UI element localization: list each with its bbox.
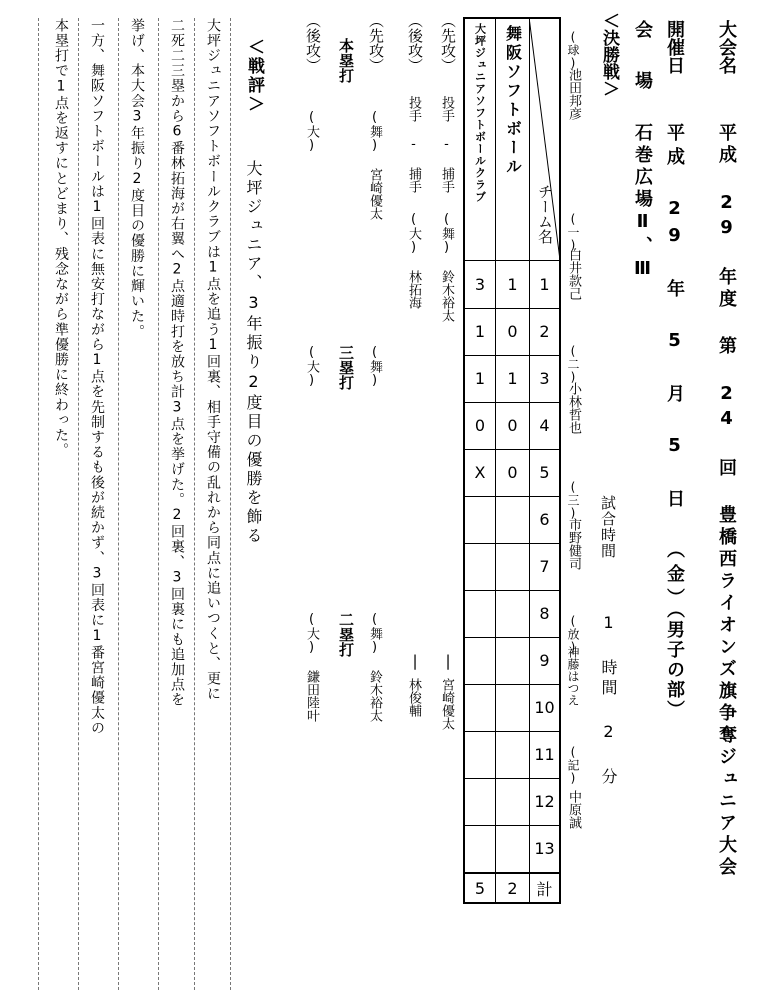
- triple-first: (舞): [367, 345, 382, 388]
- score-cell-second: 0: [474, 416, 486, 435]
- score-cell-first: 1: [507, 275, 518, 294]
- hits-side-first: （先攻）: [367, 13, 385, 73]
- team-header: チーム名: [536, 183, 554, 244]
- review-line: 二死二三塁から6番林拓海が右翼へ2点適時打を放ち計3点を挙げた。2回裏、3回裏にも追加点を: [169, 18, 185, 708]
- umpire-tag: (記): [566, 745, 580, 785]
- score-cell-second: [465, 590, 495, 637]
- review-line: 一方、舞阪ソフトボールは1回表に無安打ながら1点を先制するも後が続かず、3回表に1番宮崎優太の: [89, 18, 105, 736]
- umpire-name: 小林哲也: [566, 382, 581, 434]
- review-line: 本塁打で1点を返すにとどまり、残念ながら準優勝に終わった。: [53, 18, 69, 458]
- battery-dash-first: |: [439, 652, 457, 670]
- umpire-name: 中原誠: [566, 790, 581, 829]
- inning-number: 2: [539, 322, 550, 341]
- tournament-name: 平成 29 年度 第 24 回 豊橋西ライオンズ旗争奪ジュニア大会: [716, 123, 737, 879]
- umpire-tag: (放): [566, 614, 580, 654]
- inning-number: 10: [534, 698, 555, 717]
- score-cell-first: [496, 684, 529, 731]
- inning-number: 1: [539, 275, 550, 294]
- umpire-tag: (三): [566, 480, 580, 520]
- umpire-name: 市野健司: [566, 518, 581, 570]
- homerun-first: (舞) 宮崎優太: [367, 110, 382, 220]
- total-header: 計: [536, 879, 553, 899]
- review-title: ＜戦評＞: [244, 38, 264, 114]
- homerun-second: (大): [304, 110, 319, 153]
- score-cell-second: 1: [474, 322, 486, 341]
- umpire-name: 池田邦彦: [566, 68, 581, 120]
- score-cell-first: 0: [507, 463, 518, 482]
- battery-catcher-second: 林俊輔: [406, 678, 421, 717]
- battery-label-second: 投手 - 捕手: [406, 96, 421, 193]
- score-cell-second: [465, 825, 495, 872]
- umpire-tag: (二): [566, 344, 580, 384]
- score-cell-first: [496, 637, 529, 684]
- score-cell-second: 1: [474, 369, 486, 388]
- battery-side-first: （先攻）: [439, 13, 457, 73]
- battery-pitcher-first: (舞) 鈴木裕太: [439, 212, 454, 322]
- score-cell-first: [496, 778, 529, 825]
- tournament-name-label: 大会名: [716, 20, 737, 74]
- section-title: ＜決勝戦＞: [599, 12, 619, 97]
- score-cell-first: [496, 731, 529, 778]
- triple-label: 三塁打: [337, 345, 355, 390]
- hits-side-second: （後攻）: [304, 13, 322, 73]
- team-name-first: 舞阪ソフトボール: [503, 25, 523, 177]
- date-value: 平成 29 年 5 月 5 日 （金）: [664, 123, 685, 612]
- game-time-label: 試合時間: [599, 495, 617, 559]
- score-cell-first: [496, 825, 529, 872]
- inning-number: 9: [539, 651, 550, 670]
- total-second: 5: [474, 878, 486, 898]
- umpire-name: 神藤はつえ: [566, 646, 580, 706]
- inning-number: 12: [534, 792, 555, 811]
- umpire-tag: (球): [566, 30, 580, 70]
- review-line: 大坪ジュニアソフトボールクラブは1点を追う1回裏、相手守備の乱れから同点に追いつくと、更に: [205, 18, 221, 702]
- venue-label: 会 場: [632, 20, 653, 95]
- venue-value: 石巻広場Ⅱ、Ⅲ: [632, 123, 653, 283]
- battery-side-second: （後攻）: [406, 13, 424, 73]
- division-label: （男子の部）: [664, 600, 685, 720]
- scoreboard: [463, 17, 561, 904]
- score-cell-first: 1: [507, 369, 518, 388]
- total-first: 2: [507, 878, 518, 898]
- inning-number: 3: [539, 369, 550, 388]
- score-cell-second: [465, 637, 495, 684]
- double-first: (舞) 鈴木裕太: [367, 612, 382, 722]
- battery-catcher-first: 宮崎優太: [439, 678, 454, 730]
- score-cell-second: [465, 543, 495, 590]
- score-cell-first: [496, 496, 529, 543]
- score-cell-first: 0: [507, 416, 518, 435]
- battery-dash-second: |: [406, 652, 424, 670]
- team-name-second: 大坪ジュニアソフトボールクラブ: [473, 23, 487, 203]
- inning-number: 8: [539, 604, 550, 623]
- score-cell-second: X: [474, 463, 486, 482]
- inning-number: 4: [539, 416, 550, 435]
- double-label: 二塁打: [337, 612, 355, 657]
- triple-second: (大): [304, 345, 319, 388]
- inning-number: 7: [539, 557, 550, 576]
- battery-pitcher-second: (大) 林拓海: [406, 212, 421, 309]
- umpire-name: 白井款己: [566, 248, 581, 300]
- score-cell-second: [465, 778, 495, 825]
- score-cell-first: [496, 590, 529, 637]
- score-cell-second: [465, 731, 495, 778]
- inning-number: 11: [534, 745, 555, 764]
- inning-number: 13: [534, 839, 555, 858]
- inning-number: 6: [539, 510, 550, 529]
- battery-label-first: 投手 - 捕手: [439, 96, 454, 193]
- score-cell-first: [496, 543, 529, 590]
- umpire-tag: (一): [566, 212, 580, 252]
- review-line: 挙げ、本大会3年振り2度目の優勝に輝いた。: [129, 18, 145, 340]
- date-label: 開催日: [664, 20, 685, 74]
- review-headline: 大坪ジュニア、3年振り2度目の優勝を飾る: [244, 160, 263, 546]
- score-cell-first: 0: [507, 322, 518, 341]
- homerun-label: 本塁打: [337, 38, 355, 83]
- score-cell-second: [465, 684, 495, 731]
- game-time-value: 1 時間 2 分: [599, 613, 618, 788]
- double-second: (大) 鎌田陸叶: [304, 612, 319, 722]
- score-cell-second: 3: [474, 275, 486, 294]
- score-cell-second: [465, 496, 495, 543]
- inning-number: 5: [539, 463, 550, 482]
